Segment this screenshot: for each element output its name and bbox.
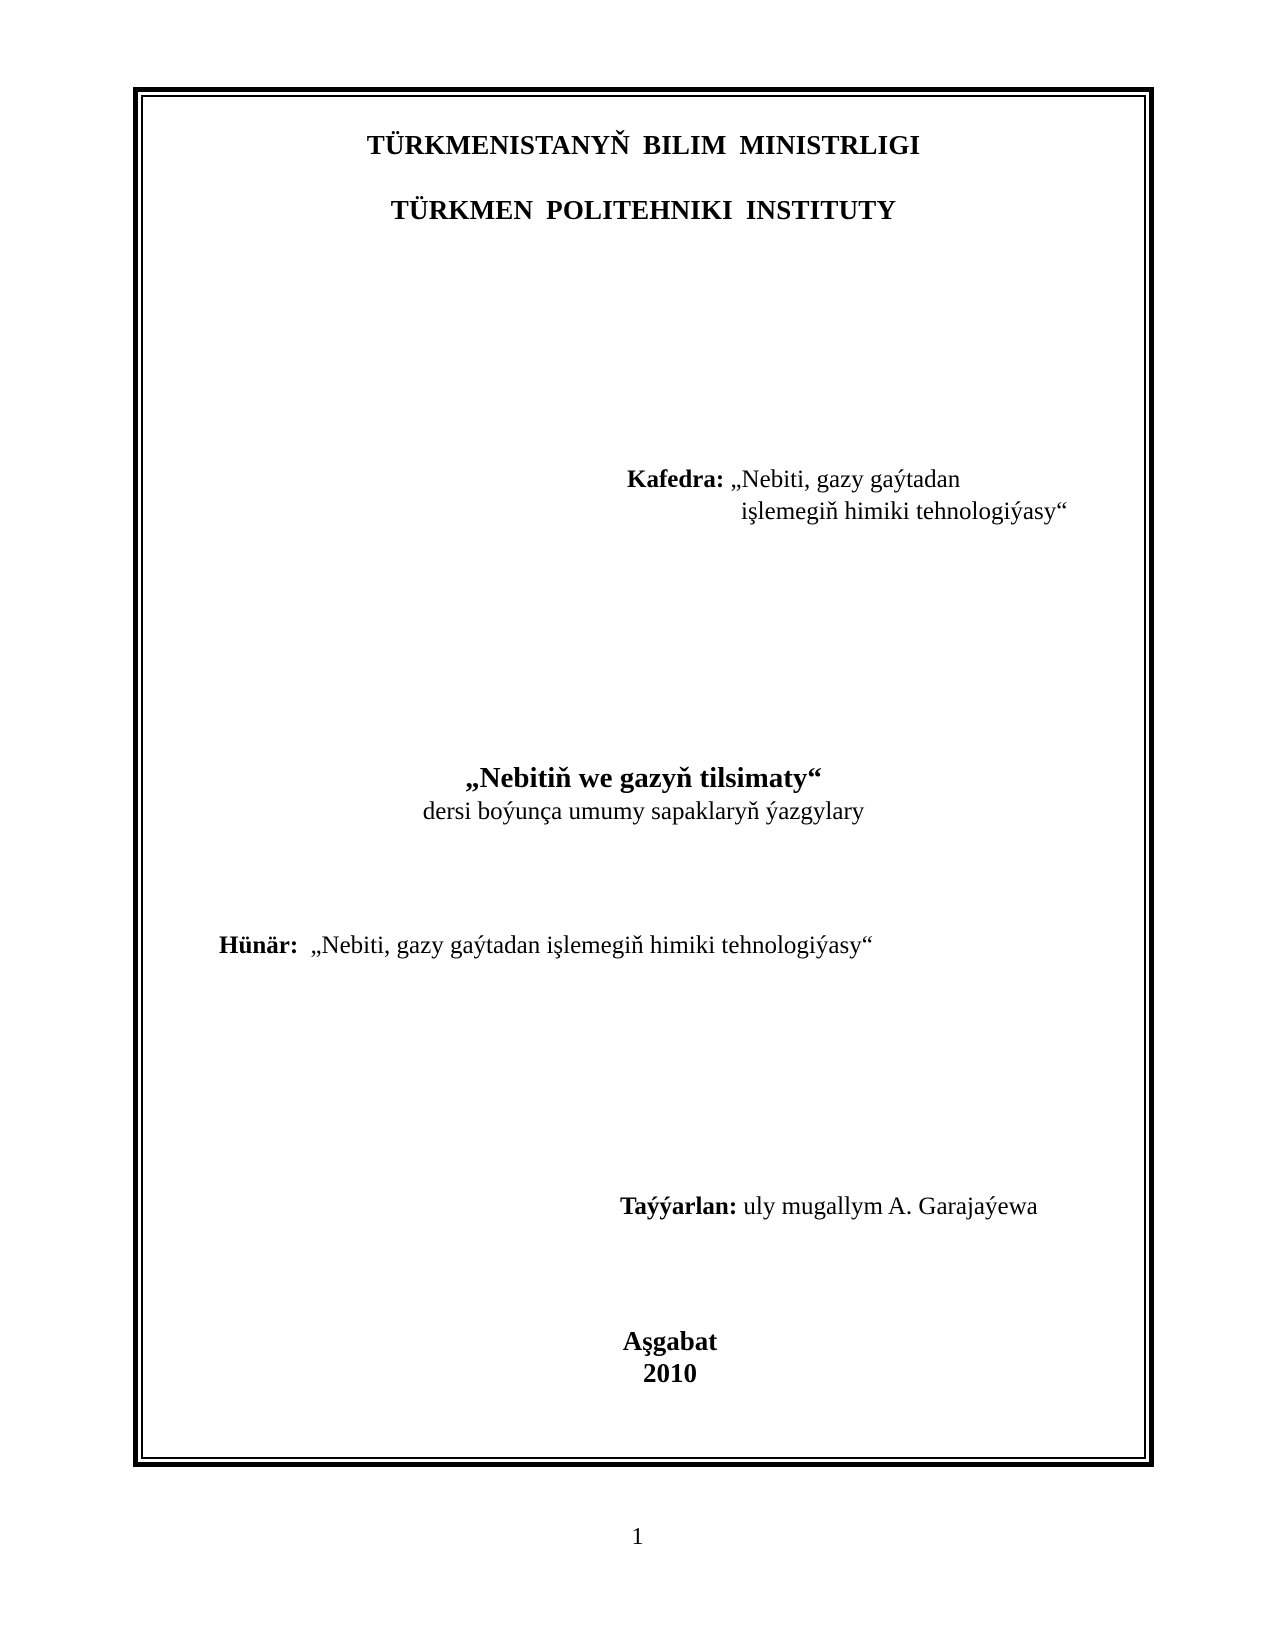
kafedra-value-line-1: „Nebiti, gazy gaýtadan <box>730 466 961 493</box>
publication-year: 2010 <box>643 1358 697 1388</box>
hunar-value: „Nebiti, gazy gaýtadan işlemegiň himiki tehnologiýasy“ <box>310 932 873 959</box>
city-name: Aşgabat <box>622 1326 718 1356</box>
page-number: 1 <box>631 1524 644 1550</box>
prepared-value: uly mugallym A. Garajaýewa <box>743 1193 1038 1220</box>
hunar-label: Hünär: <box>219 932 299 959</box>
hunar-line <box>219 932 873 960</box>
kafedra-label: Kafedra: <box>627 466 725 493</box>
document-subtitle: dersi boýunça umumy sapaklaryň ýazgylary <box>422 798 865 825</box>
kafedra-line-1 <box>627 466 960 494</box>
prepared-label: Taýýarlan: <box>620 1193 738 1220</box>
prepared-line <box>620 1193 1038 1221</box>
institute-heading: TÜRKMEN POLITEHNIKI INSTITUTY <box>390 195 897 225</box>
ministry-heading: TÜRKMENISTANYŇ BILIM MINISTRLIGI <box>366 130 921 160</box>
document-title: „Nebitiň we gazyň tilsimaty“ <box>465 762 822 794</box>
kafedra-value-line-2: işlemegiň himiki tehnologiýasy“ <box>741 498 1068 525</box>
